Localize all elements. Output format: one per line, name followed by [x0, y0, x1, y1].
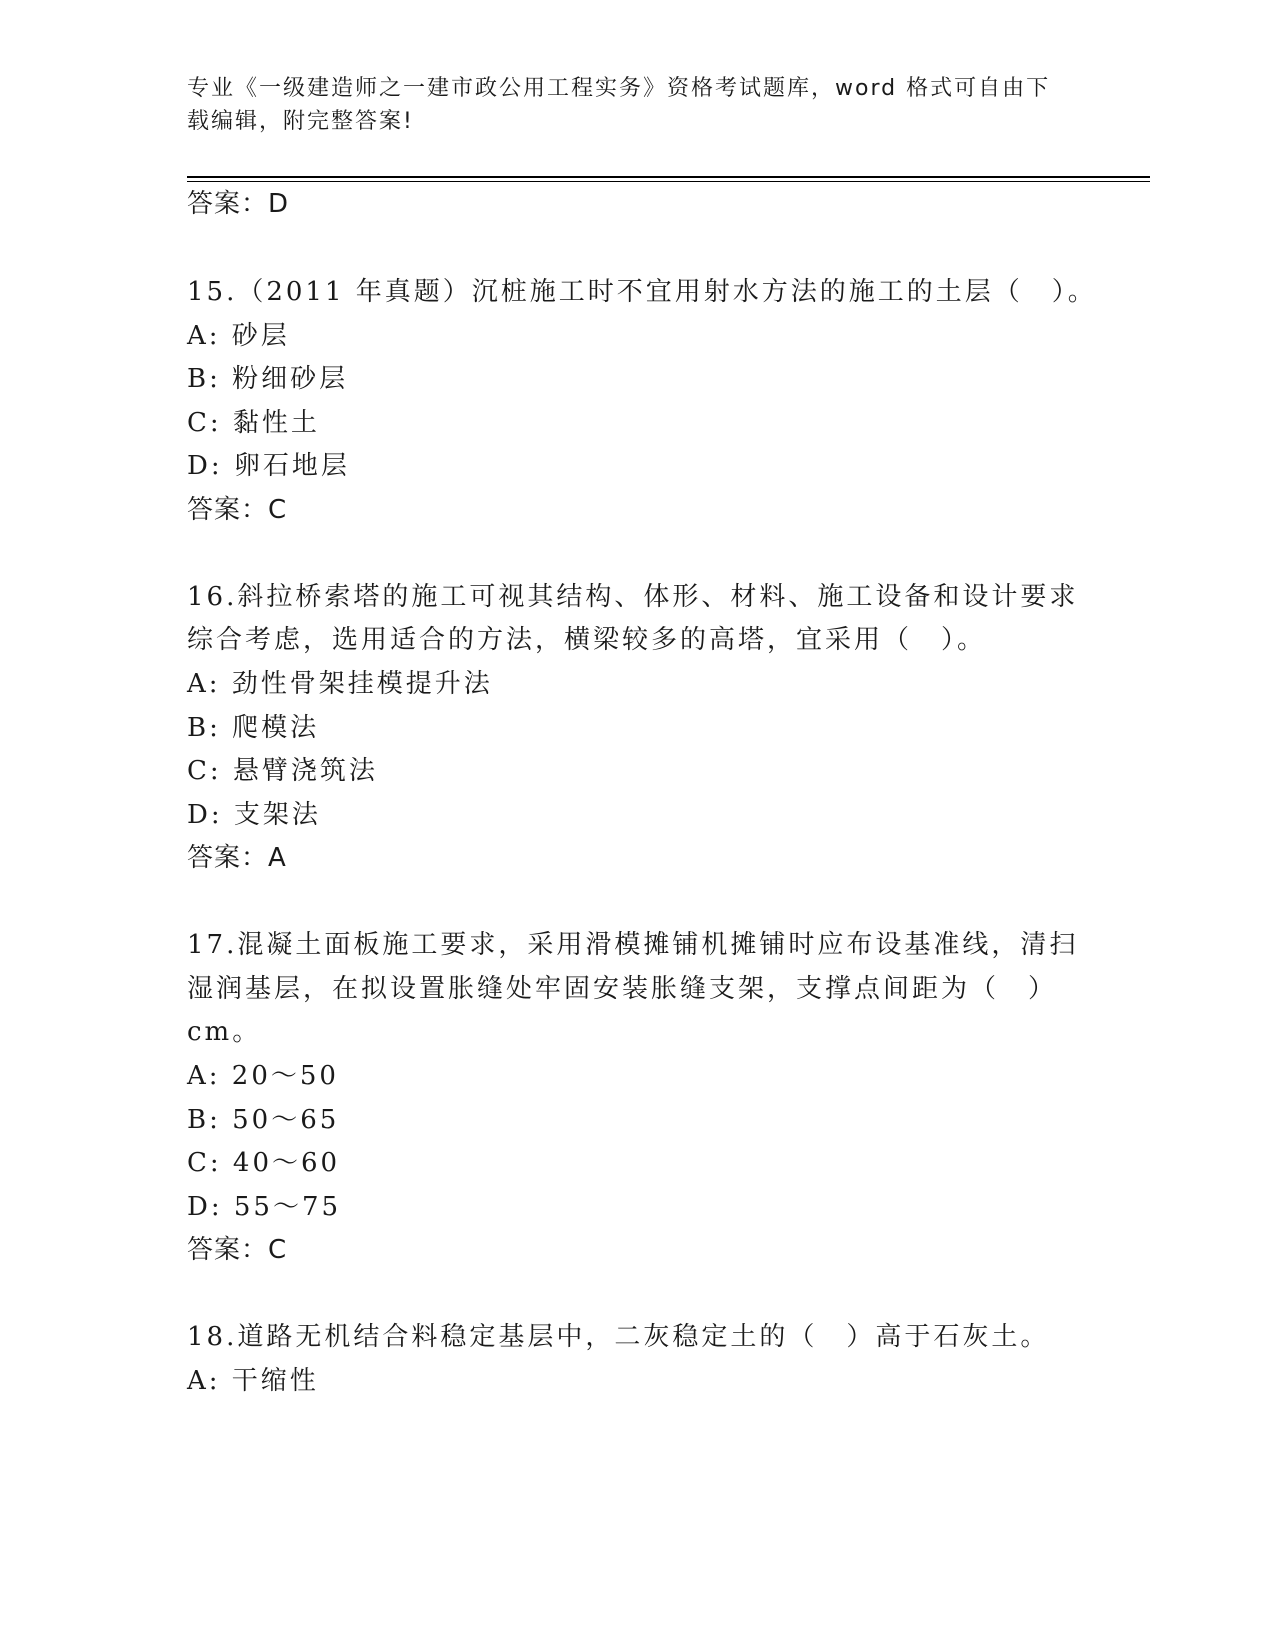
question-17-option-d: D: 55～75: [187, 1192, 342, 1222]
question-16-option-b: B: 爬模法: [187, 713, 320, 743]
question-15-option-a: A: 砂层: [187, 321, 290, 351]
question-16-option-c: C: 悬臂浇筑法: [187, 756, 378, 786]
prev-answer: 答案：D: [187, 189, 290, 219]
question-18-stem-line-1: 18.道路无机结合料稳定基层中，二灰稳定土的（ ）高于石灰土。: [187, 1322, 1050, 1352]
question-15-option-d: D: 卵石地层: [187, 451, 350, 481]
question-16-option-a: A: 劲性骨架挂模提升法: [187, 669, 493, 699]
header-divider-thick: [187, 176, 1150, 178]
page-header: [187, 72, 1087, 138]
question-15-stem-line-1: 15.（2011 年真题）沉桩施工时不宜用射水方法的施工的土层（ ）。: [187, 277, 1097, 307]
question-16-answer: 答案：A: [187, 843, 287, 873]
question-17-answer: 答案：C: [187, 1235, 288, 1265]
question-15-option-c: C: 黏性土: [187, 408, 320, 438]
question-16-option-d: D: 支架法: [187, 800, 321, 830]
question-17-stem-line-1: 17.混凝土面板施工要求，采用滑模摊铺机摊铺时应布设基准线，清扫: [187, 930, 1079, 960]
question-18-option-a: A: 干缩性: [187, 1366, 319, 1396]
question-17-option-c: C: 40～60: [187, 1148, 341, 1178]
header-divider-thin: [187, 181, 1150, 182]
header-line-1: 专业《一级建造师之一建市政公用工程实务》资格考试题库，word 格式可自由下: [187, 76, 1051, 101]
question-17-option-b: B: 50～65: [187, 1105, 340, 1135]
question-17-stem-line-2: 湿润基层，在拟设置胀缝处牢固安装胀缝支架，支撑点间距为（ ）: [187, 974, 1058, 1004]
question-16-stem-line-1: 16.斜拉桥索塔的施工可视其结构、体形、材料、施工设备和设计要求: [187, 582, 1079, 612]
question-17-stem-line-3: cm。: [187, 1017, 262, 1047]
header-line-2: 载编辑，附完整答案!: [187, 109, 414, 134]
question-16-stem-line-2: 综合考虑，选用适合的方法，横梁较多的高塔，宜采用（ ）。: [187, 625, 987, 655]
question-15-answer: 答案：C: [187, 495, 288, 525]
question-17-option-a: A: 20～50: [187, 1061, 339, 1091]
question-15-option-b: B: 粉细砂层: [187, 364, 349, 394]
